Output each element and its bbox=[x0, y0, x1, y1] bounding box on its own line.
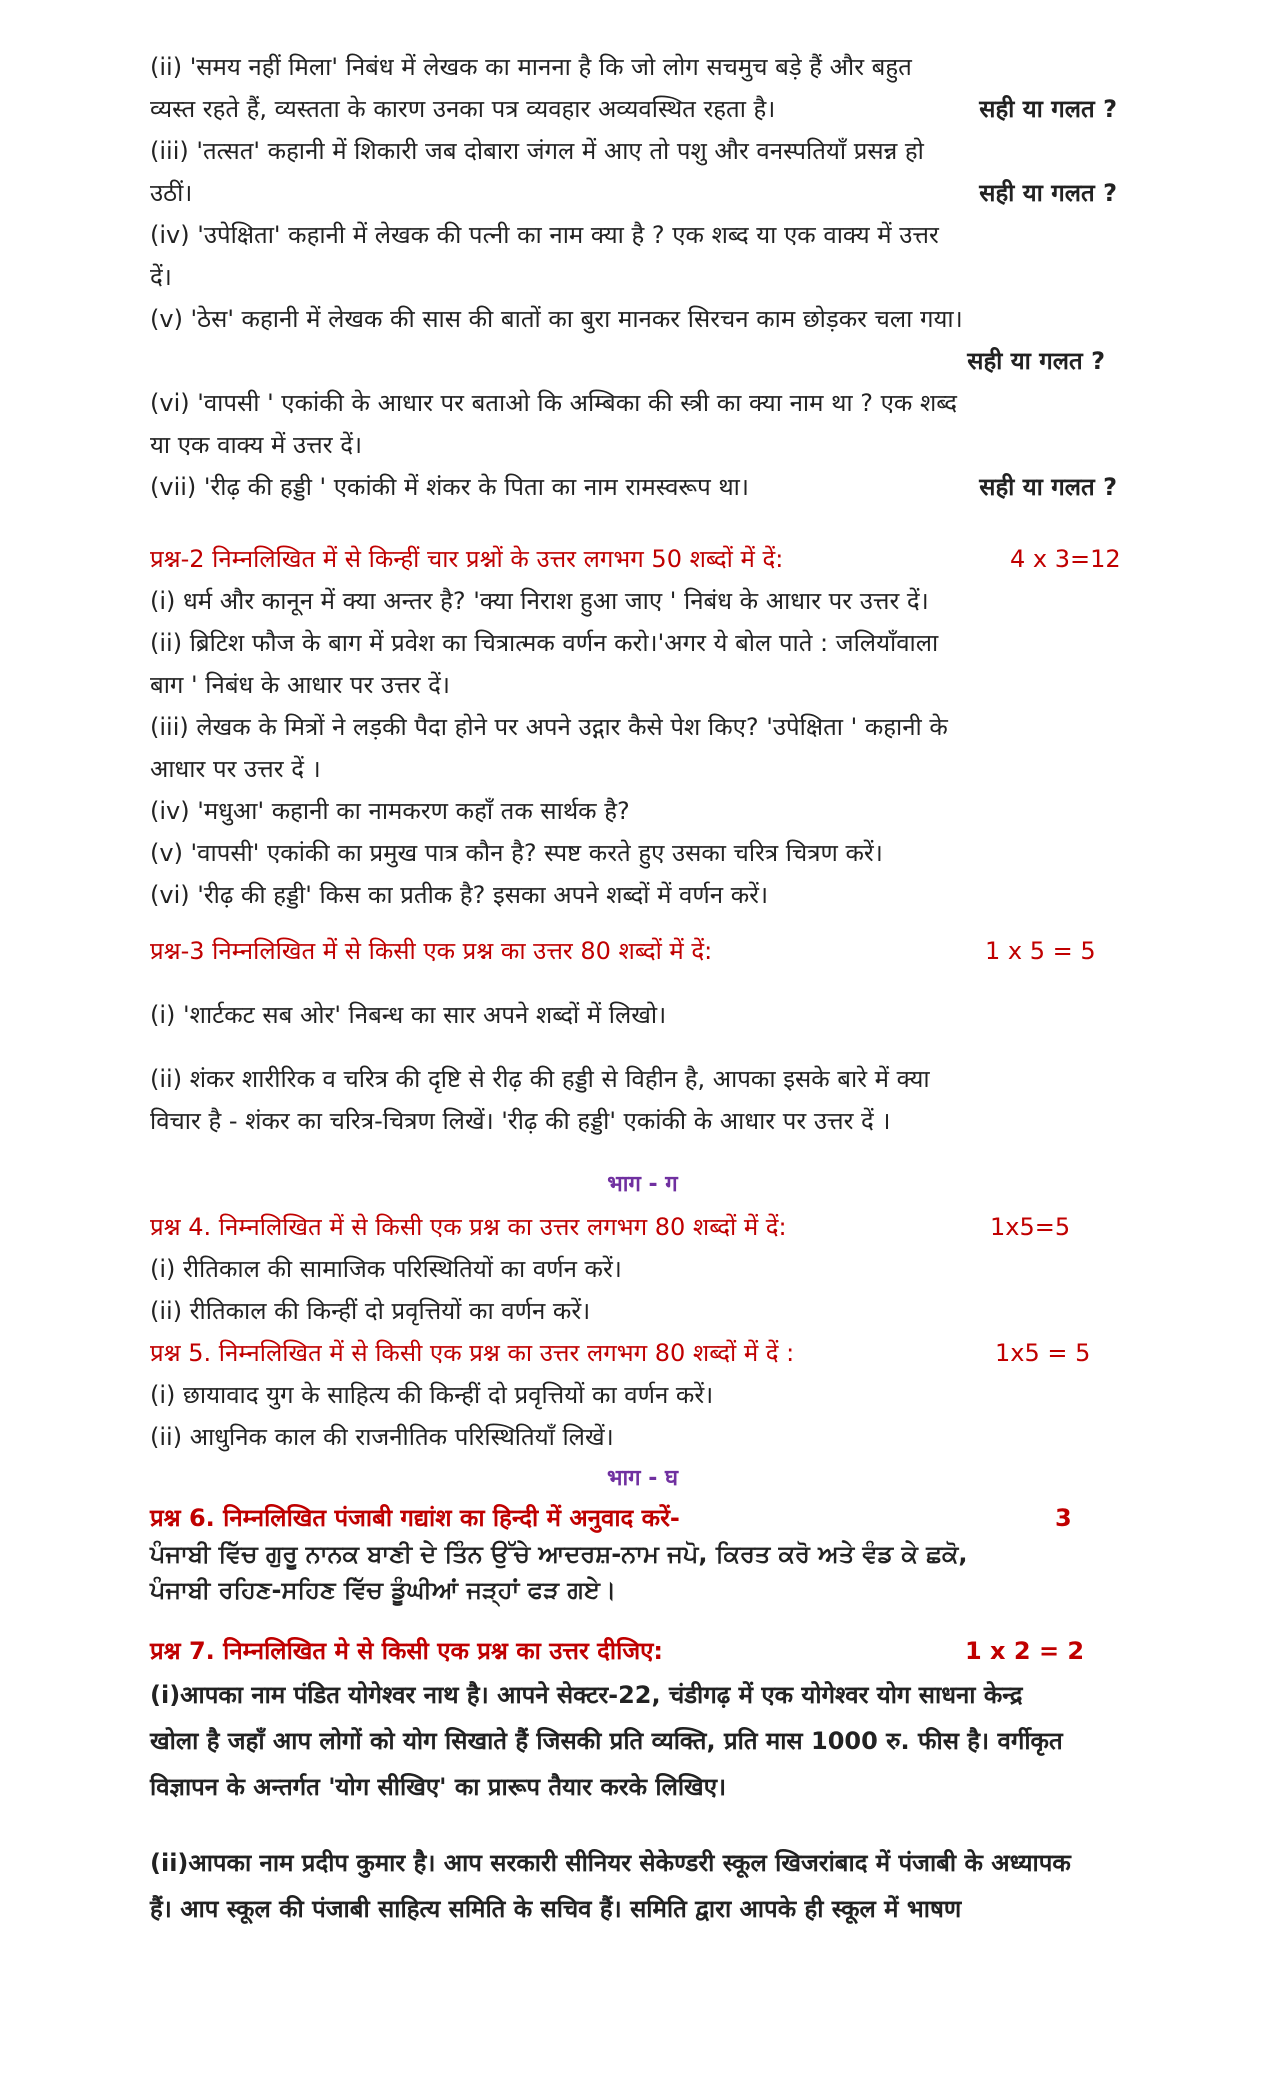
true-false-label: सही या गलत ? bbox=[979, 95, 1117, 123]
true-false-label: सही या गलत ? bbox=[967, 347, 1105, 375]
q1-item-vii: (vii) 'रीढ़ की हड्डी ' एकांकी में शंकर के पिता का नाम रामस्वरूप था। सही या गलत ? bbox=[150, 466, 1135, 508]
true-false-label: सही या गलत ? bbox=[979, 179, 1117, 207]
question-3: प्रश्न-3 निम्नलिखित में से किसी एक प्रश्न का उत्तर 80 शब्दों में दें: 1 x 5 = 5 (i) 'शार्टकट सब ओर' निबन्ध का सार अपने शब्दों में लिखो। (ii) शंकर शारीरिक व चरित्र की दृष्टि से रीढ़ की हड्डी से विहीन है, आपका इसके बारे में क्या विचार है - शंकर का चरित्र-चित्रण लिखें। 'रीढ़ की हड्डी' एकांकी के आधार पर उत्तर दें । bbox=[150, 930, 1135, 1142]
q5-heading: प्रश्न 5. निम्नलिखित में से किसी एक प्रश्न का उत्तर लगभग 80 शब्दों में दें : bbox=[150, 1339, 795, 1367]
question-2: प्रश्न-2 निम्नलिखित में से किन्हीं चार प्रश्नों के उत्तर लगभग 50 शब्दों में दें: 4 x 3=12 (i) धर्म और कानून में क्या अन्तर है? 'क्या निराश हुआ जाए ' निबंध के आधार पर उत्तर दें। (ii) ब्रिटिश फौज के बाग में प्रवेश का चित्रात्मक वर्णन करो।'अगर ये बोल पाते : जलियाँवाला बाग ' निबंध के आधार पर उत्तर दें। (iii) लेखक के मित्रों ने लड़की पैदा होने पर अपने उद्गार कैसे पेश किए? 'उपेक्षिता ' कहानी के आधार पर उत्तर दें । (iv) 'मधुआ' कहानी का नामकरण कहाँ तक सार्थक है? (v) 'वापसी' एकांकी का प्रमुख पात्र कौन है? स्पष्ट करते हुए उसका चरित्र चित्रण करें। (vi) 'रीढ़ की हड्डी' किस का प्रतीक है? इसका अपने शब्दों में वर्णन करें। bbox=[150, 538, 1135, 916]
q1-item-v: (v) 'ठेस' कहानी में लेखक की सास की बातों का बुरा मानकर सिरचन काम छोड़कर चला गया। सही या गलत ? bbox=[150, 298, 1135, 382]
q3-marks: 1 x 5 = 5 bbox=[985, 937, 1096, 965]
q2-heading: प्रश्न-2 निम्नलिखित में से किन्हीं चार प्रश्नों के उत्तर लगभग 50 शब्दों में दें: bbox=[150, 545, 784, 573]
q1-item-ii: (ii) 'समय नहीं मिला' निबंध में लेखक का मानना है कि जो लोग सचमुच बड़े हैं और बहुत व्यस्त रहते हैं, व्यस्तता के कारण उनका पत्र व्यवहार अव्यवस्थित रहता है। सही या गलत ? bbox=[150, 46, 1135, 130]
q6-heading: प्रश्न 6. निम्नलिखित पंजाबी गद्यांश का हिन्दी में अनुवाद करें- bbox=[150, 1504, 680, 1532]
q7-marks: 1 x 2 = 2 bbox=[965, 1637, 1085, 1665]
true-false-label: सही या गलत ? bbox=[979, 473, 1117, 501]
question-7: प्रश्न 7. निम्नलिखित मे से किसी एक प्रश्न का उत्तर दीजिए: 1 x 2 = 2 (i)आपका नाम पंडित योगेश्वर नाथ है। आपने सेक्टर-22, चंडीगढ़ में एक योगेश्वर योग साधना केन्द्र खोला है जहाँ आप लोगों को योग सिखाते हैं जिसकी प्रति व्यक्ति, प्रति मास 1000 रु. फीस है। वर्गीकृत विज्ञापन के अन्तर्गत 'योग सीखिए' का प्रारूप तैयार करके लिखिए। (ii)आपका नाम प्रदीप कुमार है। आप सरकारी सीनियर सेकेण्डरी स्कूल खिजरांबाद में पंजाबी के अध्यापक हैं। आप स्कूल की पंजाबी साहित्य समिति के सचिव हैं। समिति द्वारा आपके ही स्कूल में भाषण bbox=[150, 1630, 1135, 1932]
q7-heading: प्रश्न 7. निम्नलिखित मे से किसी एक प्रश्न का उत्तर दीजिए: bbox=[150, 1637, 663, 1665]
q1-item-vi: (vi) 'वापसी ' एकांकी के आधार पर बताओ कि अम्बिका की स्त्री का क्या नाम था ? एक शब्द या एक वाक्य में उत्तर दें। bbox=[150, 389, 958, 459]
q3-heading: प्रश्न-3 निम्नलिखित में से किसी एक प्रश्न का उत्तर 80 शब्दों में दें: bbox=[150, 937, 713, 965]
q4-marks: 1x5=5 bbox=[990, 1213, 1071, 1241]
section-d-title: भाग - घ bbox=[606, 1466, 678, 1491]
q6-marks: 3 bbox=[1055, 1504, 1072, 1532]
question-4: प्रश्न 4. निम्नलिखित में से किसी एक प्रश्न का उत्तर लगभग 80 शब्दों में दें: 1x5=5 (i) रीतिकाल की सामाजिक परिस्थितियों का वर्णन करें। (ii) रीतिकाल की किन्हीं दो प्रवृत्तियों का वर्णन करें। bbox=[150, 1206, 1135, 1332]
exam-page bbox=[150, 46, 1135, 1932]
q5-marks: 1x5 = 5 bbox=[995, 1339, 1091, 1367]
punjabi-passage-line-2: ਪੰਜਾਬੀ ਰਹਿਣ-ਸਹਿਣ ਵਿੱਚ ਡੂੰਘੀਆਂ ਜੜ੍ਹਾਂ ਫੜ ਗਏ। bbox=[150, 1576, 617, 1604]
question-6 bbox=[150, 1500, 1135, 1608]
q4-heading: प्रश्न 4. निम्नलिखित में से किसी एक प्रश्न का उत्तर लगभग 80 शब्दों में दें: bbox=[150, 1213, 787, 1241]
punjabi-passage-line-1: ਪੰਜਾਬੀ ਵਿੱਚ ਗੁਰੂ ਨਾਨਕ ਬਾਣੀ ਦੇ ਤਿੰਨ ਉੱਚੇ ਆਦਰਸ਼-ਨਾਮ ਜਪੋ, ਕਿਰਤ ਕਰੋ ਅਤੇ ਵੰਡ ਕੇ ਛਕੋ, bbox=[150, 1540, 968, 1568]
q1-item-iii: (iii) 'तत्सत' कहानी में शिकारी जब दोबारा जंगल में आए तो पशु और वनस्पतियाँ प्रसन्न हो उठीं। सही या गलत ? bbox=[150, 130, 1135, 214]
q1-item-iv: (iv) 'उपेक्षिता' कहानी में लेखक की पत्नी का नाम क्या है ? एक शब्द या एक वाक्य में उत्तर दें। bbox=[150, 221, 939, 291]
q2-marks: 4 x 3=12 bbox=[1010, 545, 1121, 573]
question-5: प्रश्न 5. निम्नलिखित में से किसी एक प्रश्न का उत्तर लगभग 80 शब्दों में दें : 1x5 = 5 (i) छायावाद युग के साहित्य की किन्हीं दो प्रवृत्तियों का वर्णन करें। (ii) आधुनिक काल की राजनीतिक परिस्थितियाँ लिखें। bbox=[150, 1332, 1135, 1458]
section-c-title: भाग - ग bbox=[607, 1172, 678, 1197]
